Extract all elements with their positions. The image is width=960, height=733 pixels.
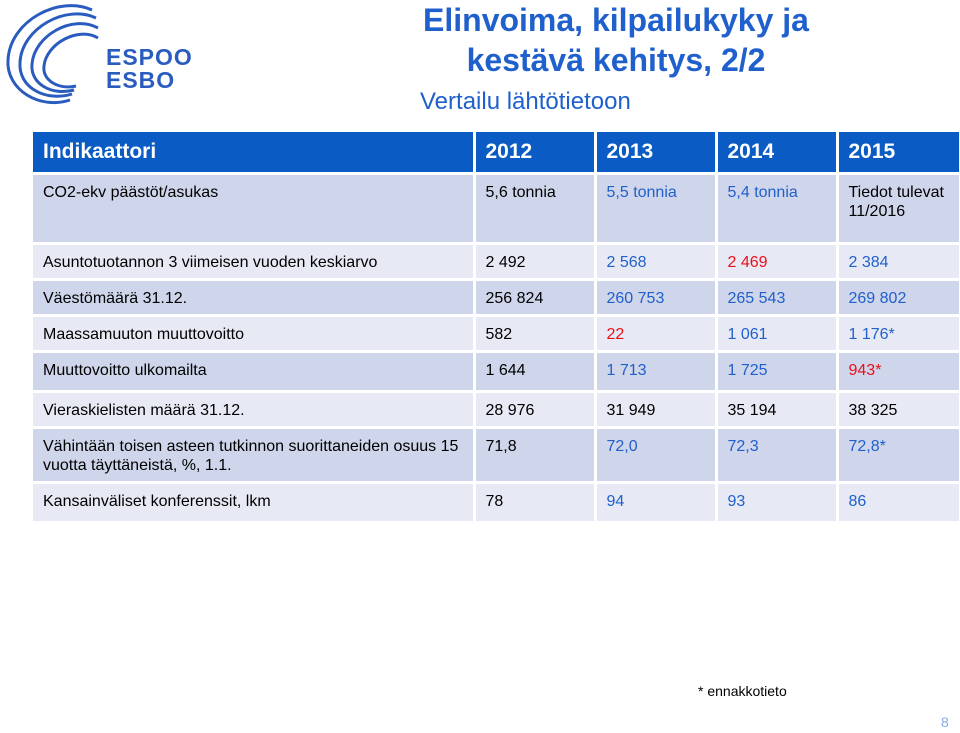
table-row bbox=[33, 316, 959, 352]
table-header-row bbox=[33, 132, 959, 174]
header-indicator: Indikaattori bbox=[33, 132, 474, 174]
table-row bbox=[33, 244, 959, 280]
cell-indicator: Väestömäärä 31.12. bbox=[33, 280, 474, 316]
logo-text-espoo: ESPOO bbox=[106, 44, 193, 70]
cell-2013: 22 bbox=[595, 316, 716, 352]
header-2014: 2014 bbox=[716, 132, 837, 174]
espoo-logo-swirl-icon bbox=[0, 0, 110, 120]
table-row bbox=[33, 392, 959, 428]
cell-2012: 1 644 bbox=[474, 352, 595, 392]
cell-2014: 5,4 tonnia bbox=[716, 174, 837, 244]
cell-2014: 72,3 bbox=[716, 428, 837, 483]
cell-2013: 1 713 bbox=[595, 352, 716, 392]
cell-2013: 72,0 bbox=[595, 428, 716, 483]
table-row bbox=[33, 174, 959, 244]
cell-2013: 2 568 bbox=[595, 244, 716, 280]
cell-2012: 2 492 bbox=[474, 244, 595, 280]
cell-indicator: Kansainväliset konferenssit, lkm bbox=[33, 483, 474, 521]
table-row bbox=[33, 483, 959, 521]
cell-2015: 86 bbox=[837, 483, 959, 521]
cell-2014: 1 061 bbox=[716, 316, 837, 352]
cell-2014: 2 469 bbox=[716, 244, 837, 280]
logo-text-esbo: ESBO bbox=[106, 67, 176, 93]
cell-2012: 256 824 bbox=[474, 280, 595, 316]
cell-2013: 260 753 bbox=[595, 280, 716, 316]
header-2015: 2015 bbox=[837, 132, 959, 174]
cell-indicator: Vieraskielisten määrä 31.12. bbox=[33, 392, 474, 428]
cell-2015: Tiedot tulevat 11/2016 bbox=[837, 174, 959, 244]
cell-indicator: Asuntotuotannon 3 viimeisen vuoden keskiarvo bbox=[33, 244, 474, 280]
cell-indicator: Maassamuuton muuttovoitto bbox=[33, 316, 474, 352]
cell-2012: 78 bbox=[474, 483, 595, 521]
cell-2012: 71,8 bbox=[474, 428, 595, 483]
footnote: * ennakkotieto bbox=[698, 683, 787, 699]
cell-2014: 265 543 bbox=[716, 280, 837, 316]
cell-2012: 5,6 tonnia bbox=[474, 174, 595, 244]
cell-2015: 269 802 bbox=[837, 280, 959, 316]
cell-indicator: Vähintään toisen asteen tutkinnon suorittaneiden osuus 15 vuotta täyttäneistä, %, 1.1. bbox=[33, 428, 474, 483]
cell-2015: 943* bbox=[837, 352, 959, 392]
cell-2014: 35 194 bbox=[716, 392, 837, 428]
title-line-2: kestävä kehitys, 2/2 bbox=[466, 42, 766, 78]
table-row bbox=[33, 352, 959, 392]
page-subtitle: Vertailu lähtötietoon bbox=[420, 88, 631, 115]
header-2012: 2012 bbox=[474, 132, 595, 174]
cell-2015: 1 176* bbox=[837, 316, 959, 352]
cell-2013: 94 bbox=[595, 483, 716, 521]
cell-2013: 31 949 bbox=[595, 392, 716, 428]
cell-2012: 28 976 bbox=[474, 392, 595, 428]
cell-2014: 93 bbox=[716, 483, 837, 521]
page-number: 8 bbox=[941, 714, 949, 730]
cell-2015: 38 325 bbox=[837, 392, 959, 428]
table-row bbox=[33, 428, 959, 483]
cell-2014: 1 725 bbox=[716, 352, 837, 392]
cell-2015: 72,8* bbox=[837, 428, 959, 483]
page-title bbox=[396, 0, 836, 80]
cell-indicator: CO2-ekv päästöt/asukas bbox=[33, 174, 474, 244]
cell-2012: 582 bbox=[474, 316, 595, 352]
title-line-1: Elinvoima, kilpailukyky ja bbox=[423, 2, 809, 38]
cell-2013: 5,5 tonnia bbox=[595, 174, 716, 244]
indicator-table bbox=[33, 132, 959, 521]
header-2013: 2013 bbox=[595, 132, 716, 174]
cell-indicator: Muuttovoitto ulkomailta bbox=[33, 352, 474, 392]
cell-2015: 2 384 bbox=[837, 244, 959, 280]
table-row bbox=[33, 280, 959, 316]
espoo-logo bbox=[0, 0, 200, 120]
